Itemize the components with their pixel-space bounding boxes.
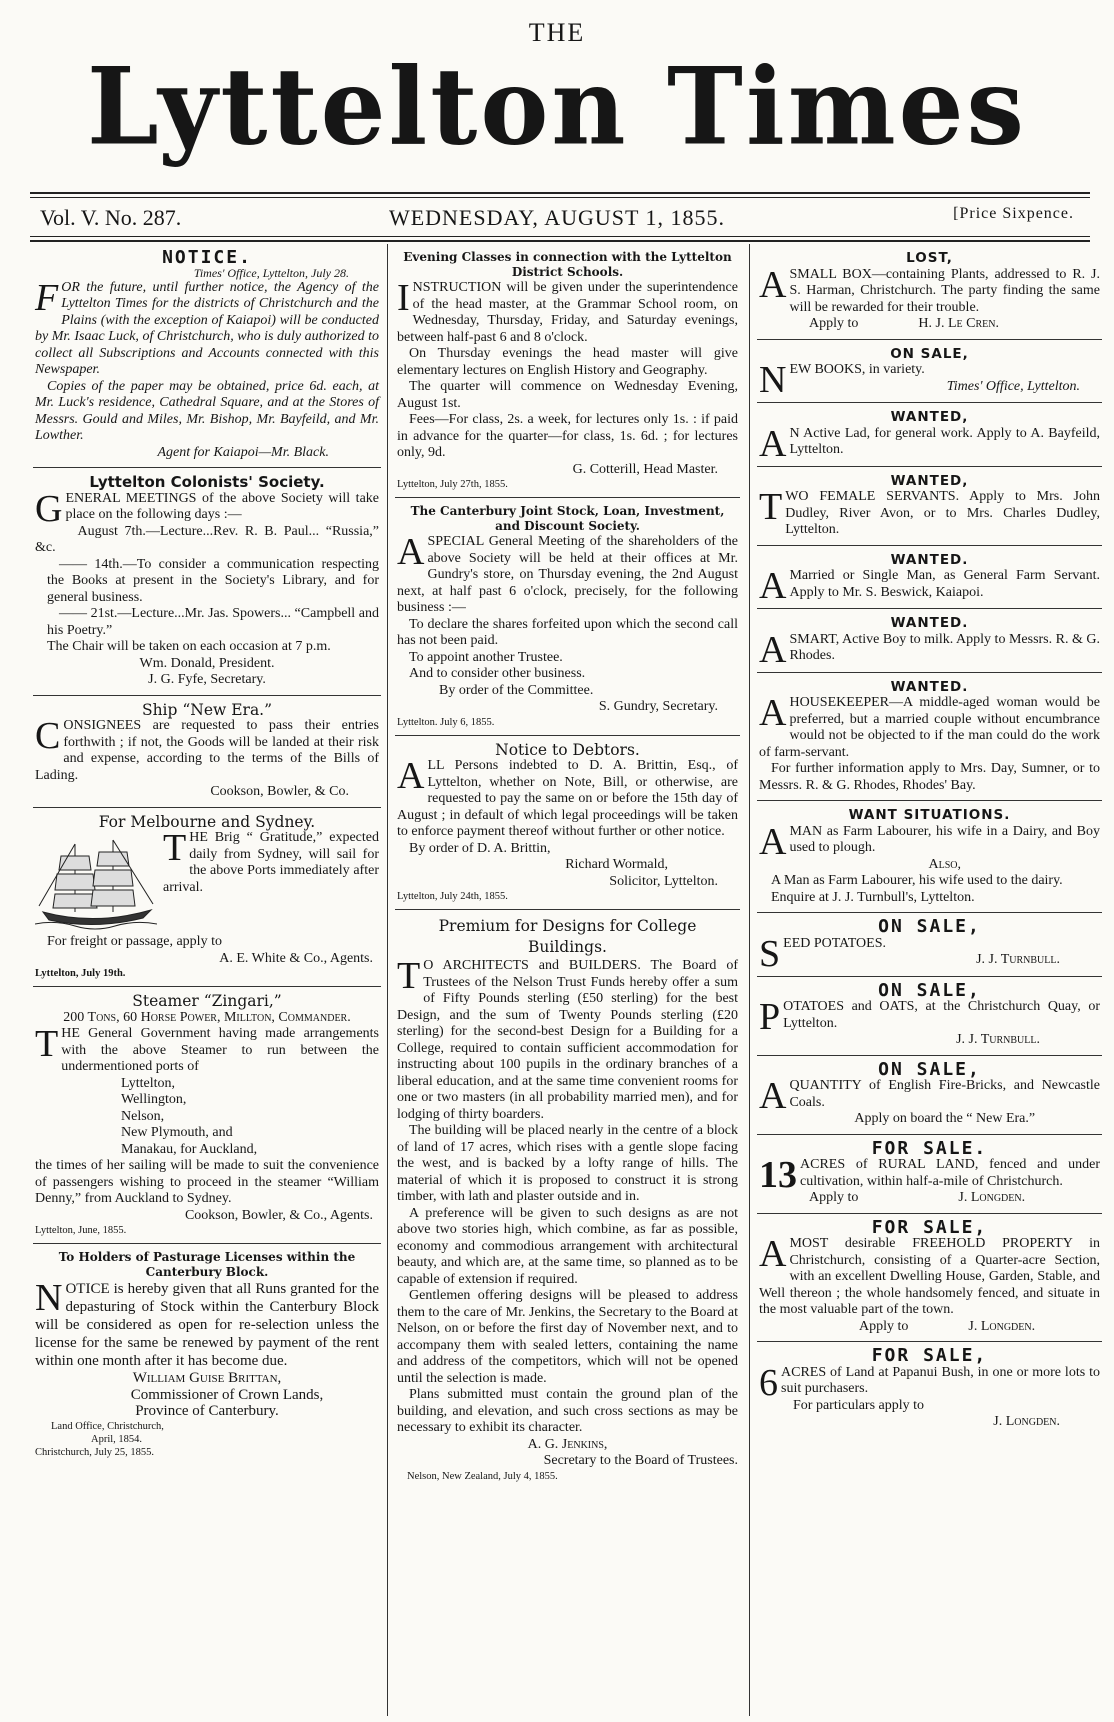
sailing-ship-icon — [35, 834, 157, 932]
ad-heading: Ship “New Era.” — [141, 700, 273, 719]
ad-signature: Cookson, Bowler, & Co., Agents. — [184, 1207, 373, 1223]
ad-body: EED POTATOES. — [783, 935, 886, 951]
issue-date: WEDNESDAY, AUGUST 1, 1855. — [388, 205, 726, 230]
ad-heading: To Holders of Pasturage Licenses within the Canterbury Block. — [58, 1250, 356, 1279]
ad-body-2: Copies of the paper may be obtained, price 6d. each, at Mr. Luck's residence, Cathedral Square, and at the Stores of Messrs. Gould and Miles, Mr. Bishop, Mr. Bayfeild, and Mr. Lowther. — [35, 378, 379, 443]
port-item: New Plymouth, and — [121, 1125, 233, 1140]
drop-cap: A — [397, 755, 425, 797]
drop-cap: A — [759, 263, 787, 306]
ad-heading: Premium for Designs for College Buildings. — [438, 917, 697, 956]
drop-cap: T — [163, 827, 187, 869]
ad-line-2: —— 14th.—To consider a communication respecting the Books at present in the Society's Library, and for general business. — [47, 556, 379, 605]
drop-cap: A — [759, 820, 787, 863]
volume-number: Vol. V. No. 287. — [40, 205, 182, 230]
drop-cap: 13 — [759, 1154, 797, 1196]
ad-apply-label: Apply to — [809, 1190, 859, 1205]
ad-signature: J. Longden. — [958, 1190, 1026, 1205]
masthead-the: THE — [528, 18, 586, 47]
ad-heading: WANT SITUATIONS. — [848, 807, 1011, 823]
ad-line-1: For freight or passage, apply to — [47, 934, 222, 949]
ad-signature: J. J. Turnbull. — [976, 952, 1060, 967]
ad-evening-classes — [395, 246, 740, 498]
ad-line-3: —— 21st.—Lecture...Mr. Jas. Spowers... “Campbell and his Poetry.” — [47, 606, 379, 638]
ad-line-4: By order of the Committee. — [439, 682, 594, 698]
ad-new-books — [757, 342, 1102, 404]
ad-line-1: To declare the shares forfeited upon which the second call has not been paid. — [397, 616, 738, 648]
ad-subheading: Times' Office, Lyttelton, July 28. — [193, 265, 349, 280]
ad-signature: J. Longden. — [993, 1414, 1060, 1429]
ad-date: Lyttelton, July 19th. — [35, 968, 126, 979]
ad-date: Lyttelton, June, 1855. — [35, 1225, 127, 1236]
drop-cap: T — [35, 1023, 59, 1065]
column-2 — [395, 246, 740, 1716]
ad-line-1: August 7th.—Lecture...Rev. R. B. Paul... “Russia,” &c. — [35, 523, 379, 555]
ad-date-2: April, 1854. — [91, 1433, 143, 1445]
ad-body: O ARCHITECTS and BUILDERS. The Board of Trustees of the Nelson Trust Funds hereby offer a sum of Fifty Pounds sterling (£50 sterling) for the best Design, and the sum of Twenty Pounds sterling (£20 sterling) for the second-best Design for a Building for a College, required to contain sufficient accommodation for instructing about 100 pupils in the ordinary branches of a liberal education, and at the same time convenient rooms for one or two masters (in all probability married men), and for lodging of thirty boarders. — [397, 958, 738, 1122]
ad-heading: LOST, — [906, 250, 953, 266]
ad-seed-potatoes — [757, 915, 1102, 977]
ad-heading: Evening Classes in connection with the Lyttelton District Schools. — [403, 250, 732, 279]
ad-heading: NOTICE. — [162, 247, 252, 268]
ad-body: Married or Single Man, as General Farm Servant. Apply to Mr. S. Beswick, Kaiapoi. — [789, 568, 1100, 600]
ad-body: SMALL BOX—containing Plants, addressed to R. J. S. Harman, Christchurch. The party finding the same will be rewarded for their trouble. — [789, 266, 1100, 315]
ad-body: HOUSEKEEPER—A middle-aged woman would be preferred, but a married couple without encumbrance would not be objected to if the man could do the work of farm-servant. — [759, 695, 1100, 760]
ad-ship-new-era — [33, 698, 381, 808]
ad-body: HE Brig “ Gratitude,” expected daily from Sydney, will sail for the above Ports immediately after arrival. — [163, 830, 379, 895]
ad-lost-box — [757, 246, 1102, 340]
drop-cap: A — [759, 1233, 787, 1275]
ad-body: QUANTITY of English Fire-Bricks, and Newcastle Coals. — [789, 1078, 1100, 1110]
ad-body: EW BOOKS, in variety. — [789, 362, 925, 377]
drop-cap: A — [759, 422, 787, 465]
ad-heading: WANTED, — [890, 472, 969, 489]
ad-signature: J. Longden. — [968, 1318, 1036, 1334]
drop-cap: 6 — [759, 1361, 778, 1404]
ad-signature-2: Commissioner of Crown Lands, — [130, 1386, 324, 1403]
ad-wanted-servants — [757, 469, 1102, 546]
ad-heading: WANTED. — [890, 615, 969, 631]
ad-subheading: 200 Tons, 60 Horse Power, Millton, Commander. — [63, 1009, 351, 1025]
ad-line-3: And to consider other business. — [409, 666, 586, 681]
ad-freehold-property — [757, 1216, 1102, 1343]
newspaper-title: Lyttelton Times — [87, 44, 1027, 171]
ad-heading: WANTED. — [890, 551, 969, 568]
ad-body-2: the times of her sailing will be made to suit the convenience of passengers wishing to proceed in the steamer “William Denny,” from Auckland to Sydney. — [35, 1158, 379, 1206]
ad-body: WO FEMALE SERVANTS. Apply to Mrs. John Dudley, River Avon, or to Mrs. Charles Dudley, Lyttelton. — [785, 489, 1100, 537]
drop-cap: T — [397, 955, 421, 997]
ad-signature: J. J. Turnbull. — [956, 1032, 1040, 1047]
column-divider-1 — [387, 244, 388, 1716]
drop-cap: F — [35, 276, 59, 319]
ad-heading: Steamer “Zingari,” — [132, 992, 282, 1010]
ad-paragraph-3: The quarter will commence on Wednesday Evening, August 1st. — [397, 379, 738, 411]
ad-body: ENERAL MEETINGS of the above Society will take place on the following days :— — [65, 490, 379, 522]
ad-body: HE General Government having made arrangements with the above Steamer to run between the undermentioned ports of — [61, 1026, 379, 1074]
ad-signature-3: Province of Canterbury. — [135, 1403, 279, 1419]
masthead-rule-top — [30, 192, 1090, 194]
ad-date: Lyttelton, July 24th, 1855. — [397, 891, 508, 902]
ad-line-1: By order of D. A. Brittin, — [409, 840, 551, 856]
ad-body: OTATOES and OATS, at the Christchurch Quay, or Lyttelton. — [783, 999, 1100, 1031]
ad-paragraph-5: Plans submitted must contain the ground plan of the building, and elevation, and such cross sections as may be necessary to exhibit its character. — [397, 1387, 738, 1435]
ad-rural-land — [757, 1137, 1102, 1214]
ad-signature: Cookson, Bowler, & Co. — [210, 784, 349, 799]
ad-paragraph-2: For particulars apply to — [793, 1397, 925, 1413]
ad-wanted-lad — [757, 405, 1102, 467]
ad-signature: William Guise Brittan, — [132, 1370, 282, 1386]
column-3 — [757, 246, 1102, 1716]
ad-notice-to-debtors — [395, 738, 740, 911]
ad-signature: S. Gundry, Secretary. — [598, 699, 718, 714]
masthead-rule-inner — [30, 197, 1090, 198]
ad-heading: Lyttelton Colonists' Society. — [89, 473, 325, 491]
ad-signature: H. J. Le Cren. — [918, 316, 999, 331]
ad-heading: The Canterbury Joint Stock, Loan, Investment, and Discount Society. — [410, 504, 725, 533]
drop-cap: T — [759, 486, 783, 528]
ad-melbourne-sydney — [33, 810, 381, 988]
ad-line-2: To appoint another Trustee. — [409, 649, 563, 665]
dateline-rule — [30, 236, 1090, 237]
ad-heading: ON SALE, — [878, 979, 981, 1001]
ad-body: OTICE is hereby given that all Runs granted for the depasturing of Stock within the Canterbury Block will be considered as open for re-selection unless the license for the same be renewed by payment of the rent within one month after it has become due. — [35, 1281, 379, 1369]
port-item: Wellington, — [121, 1092, 187, 1107]
masthead — [0, 0, 1114, 200]
ad-signature: A. G. Jenkins, — [527, 1436, 608, 1452]
column-1 — [33, 246, 381, 1716]
ad-paragraph-2: The building will be placed nearly in the centre of a block of land of 17 acres, which rises with a gentle slope facing the west, and is backed by a lofty range of hills. The material of which it is proposed to construct it is strong timber, with lath and plaster outside and in. — [397, 1123, 738, 1204]
ad-paragraph-2: For further information apply to Mrs. Day, Sumner, or to Messrs. R. & G. Rhodes, Rhodes' Bay. — [759, 761, 1100, 793]
ad-joint-stock-society — [395, 500, 740, 736]
ad-wanted-boy — [757, 611, 1102, 673]
ad-heading: FOR SALE. — [871, 1137, 988, 1159]
drop-cap: A — [759, 1075, 787, 1117]
ad-steamer-zingari — [33, 989, 381, 1244]
ad-paragraph-3: A preference will be given to such designs as are not above two stories high, which combine, as far as possible, economy and commodious arrangement with architectural beauty, and which are, at the same time, so planned as to be capable of extension if required. — [397, 1205, 738, 1287]
ad-paragraph-2: On Thursday evenings the head master will give elementary lectures on English History and Geography. — [397, 346, 738, 378]
drop-cap: S — [759, 932, 781, 975]
drop-cap: N — [35, 1277, 63, 1319]
ad-paragraph-2: Apply on board the “ New Era.” — [854, 1111, 1036, 1126]
ad-heading: Notice to Debtors. — [495, 740, 640, 759]
ad-signature: Wm. Donald, President. — [139, 655, 275, 671]
ad-potatoes-oats — [757, 979, 1102, 1056]
ad-line-4: The Chair will be taken on each occasion at 7 p.m. — [47, 639, 331, 654]
ad-body: ONSIGNEES are requested to pass their entries forthwith ; if not, the Goods will be landed at their risk and expense, according to the terms of the Bills of Lading. — [35, 718, 379, 783]
dateline-rule-bold — [30, 240, 1090, 242]
ad-heading: For Melbourne and Sydney. — [98, 812, 316, 831]
drop-cap: P — [759, 996, 781, 1038]
ad-body: SPECIAL General Meeting of the shareholders of the above Society will be held at their offices at Mr. Gundry's store, on Thursday evening, the 2nd August next, at half past 6 o'clock, precisely, for the following business :— — [397, 534, 738, 615]
price: [Price Sixpence. — [953, 205, 1074, 222]
ad-body: N Active Lad, for general work. Apply to A. Bayfeild, Lyttelton. — [789, 425, 1100, 457]
dateline — [0, 205, 1114, 235]
ad-heading: FOR SALE, — [871, 1216, 988, 1238]
ad-date: Nelson, New Zealand, July 4, 1855. — [407, 1470, 558, 1482]
ad-signature-2: Solicitor, Lyttelton. — [609, 873, 718, 889]
ad-wanted-farm-servant — [757, 548, 1102, 610]
ad-signature: Richard Wormald, — [565, 857, 668, 872]
ad-heading: ON SALE, — [878, 1058, 981, 1080]
ad-body: MAN as Farm Labourer, his wife in a Dairy, and Boy used to plough. — [789, 823, 1100, 855]
ad-signature-2: Secretary to the Board of Trustees. — [543, 1453, 738, 1468]
ad-papanui-land — [757, 1344, 1102, 1437]
ad-paragraph-2: A Man as Farm Labourer, his wife used to the dairy. — [771, 873, 1063, 888]
port-item: Lyttelton, — [121, 1075, 176, 1091]
ad-want-situations — [757, 803, 1102, 913]
ad-signature: Agent for Kaiapoi—Mr. Black. — [157, 444, 329, 460]
ad-date: Land Office, Christchurch, — [51, 1420, 164, 1432]
drop-cap: A — [759, 565, 787, 607]
ad-apply-label: Apply to — [859, 1318, 909, 1334]
ad-body: SMART, Active Boy to milk. Apply to Messrs. R. & G. Rhodes. — [789, 631, 1100, 663]
ad-times-agency-notice — [33, 246, 381, 468]
ad-date: Lyttelton. July 6, 1855. — [397, 716, 495, 728]
ad-date: Lyttelton, July 27th, 1855. — [397, 479, 508, 490]
ad-body: OR the future, until further notice, the Agency of the Lyttelton Times for the districts of Christchurch and the Plains (with the exception of Kaiapoi) will be conducted by Mr. Isaac Luck, of Christchurch, who is duly authorized to collect all Subscriptions and Accounts connected with this Newspaper. — [35, 279, 379, 377]
port-item: Manakau, for Auckland, — [121, 1141, 258, 1157]
ad-signature: Times' Office, Lyttelton. — [946, 378, 1080, 394]
drop-cap: A — [759, 692, 787, 734]
ad-body: LL Persons indebted to D. A. Brittin, Esq., of Lyttelton, whether on Note, Bill, or otherwise, are requested to pay the same on or before the 15th day of August ; in default of which legal proceedings will be taken to enforce payment thereof without further or other notice. — [397, 758, 738, 839]
drop-cap: G — [35, 487, 63, 530]
port-list — [35, 1076, 379, 1159]
ad-date-3: Christchurch, July 25, 1855. — [35, 1446, 154, 1458]
ad-signature: A. E. White & Co., Agents. — [219, 950, 373, 966]
ad-college-designs — [395, 912, 740, 1489]
drop-cap: I — [397, 277, 410, 319]
column-divider-2 — [749, 244, 750, 1716]
ad-body: ACRES of RURAL LAND, fenced and under cultivation, within half-a-mile of Christchurch. — [800, 1157, 1100, 1189]
ad-line-1: Also, — [928, 856, 961, 872]
ad-heading: ON SALE, — [890, 345, 969, 362]
ad-paragraph-3: Enquire at J. J. Turnbull's, Lyttelton. — [771, 889, 975, 905]
drop-cap: A — [759, 628, 787, 671]
ad-heading: WANTED, — [890, 409, 969, 425]
ad-heading: WANTED. — [890, 678, 969, 695]
ad-paragraph-4: Gentlemen offering designs will be pleased to address them to the care of Mr. Jenkins, the Secretary to the Board at Nelson, on or before the first day of November next, and to accompany them with sealed letters, containing the name and address of the competitors, which will not be opened until the selection is made. — [397, 1288, 738, 1386]
ad-heading: FOR SALE, — [871, 1345, 988, 1366]
ad-signature: G. Cotterill, Head Master. — [572, 461, 718, 477]
ad-signature-2: J. G. Fyfe, Secretary. — [148, 672, 266, 687]
ad-paragraph-4: Fees—For class, 2s. a week, for lectures only 1s. : if paid in advance for the quarter—for class, 1s. 6d. ; for lectures only, 9d. — [397, 412, 738, 460]
ad-fire-bricks — [757, 1058, 1102, 1135]
ad-body: MOST desirable FREEHOLD PROPERTY in Christchurch, consisting of a Quarter-acre Section, with an excellent Dwelling House, Garden, Stable, and Well thereon ; the whole handsomely fenced, and situate in the most valuable part of the town. — [759, 1236, 1100, 1317]
ad-body: ACRES of Land at Papanui Bush, in one or more lots to suit purchasers. — [781, 1364, 1100, 1396]
drop-cap: A — [397, 531, 425, 573]
ad-heading: ON SALE, — [878, 916, 981, 937]
drop-cap: C — [35, 715, 61, 757]
ad-pasturage-licenses — [33, 1246, 381, 1465]
port-item: Nelson, — [121, 1108, 165, 1124]
drop-cap: N — [759, 359, 787, 401]
ad-apply-label: Apply to — [809, 316, 859, 331]
ad-body: NSTRUCTION will be given under the superintendence of the head master, at the Grammar School room, on Wednesday, Thursday, Friday, and Saturday evenings, between half-past 6 and 8 o'clock. — [397, 280, 738, 345]
ad-colonists-society — [33, 470, 381, 696]
ad-wanted-housekeeper — [757, 675, 1102, 802]
